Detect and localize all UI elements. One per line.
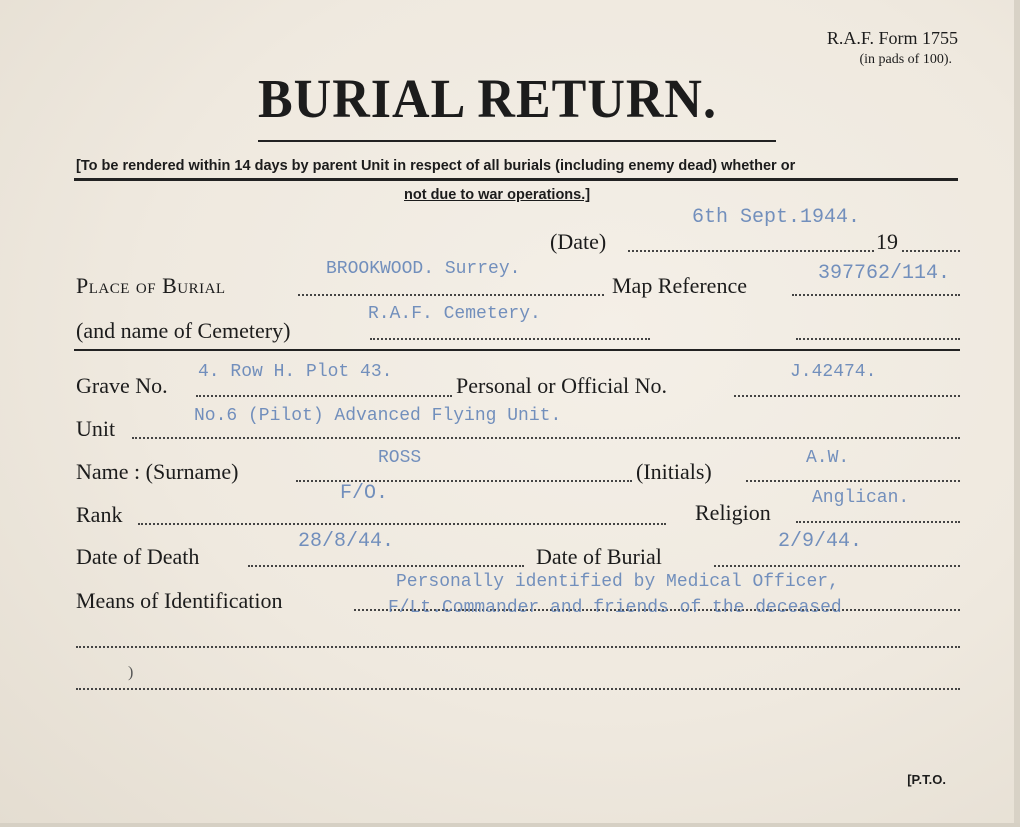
cemetery-entry: R.A.F. Cemetery. [368,304,541,324]
initials-label: (Initials) [636,459,712,484]
stray-mark: ) [128,664,134,681]
date-of-burial-entry: 2/9/44. [778,530,863,553]
unit-label: Unit [76,416,116,441]
grave-dotted-line [196,395,452,397]
date-of-burial-label: Date of Burial [536,544,662,569]
cemetery-extra-dotted-line [796,338,960,340]
rank-label: Rank [76,502,123,527]
date-of-death-entry: 28/8/44. [298,530,395,553]
title-underline [258,140,776,142]
cemetery-label: (and name of Cemetery) [76,318,291,343]
map-reference-entry: 397762/114. [818,262,951,285]
unit-dotted-line [132,437,960,439]
instruction-underline [74,178,958,181]
religion-dotted-line [796,521,960,523]
section-rule [74,349,960,351]
date-label: (Date) [550,229,607,254]
grave-no-label: Grave No. [76,373,168,398]
date-dotted-line [628,250,874,252]
year-prefix: 19 [876,229,898,254]
page-edge-right [1014,0,1020,827]
date-entry: 6th Sept.1944. [692,206,861,229]
personal-no-dotted-line [734,395,960,397]
identification-entry-line-1: Personally identified by Medical Officer, [396,572,839,592]
pto-note: [P.T.O. [907,772,946,787]
place-dotted-line [298,294,604,296]
page-edge-bottom [0,823,1020,827]
personal-no-label: Personal or Official No. [456,373,667,398]
identification-entry-line-2: F/Lt.Commander and friends of the deceased [388,598,842,618]
identification-label: Means of Identification [76,588,283,613]
initials-entry: A.W. [806,448,850,468]
date-of-death-label: Date of Death [76,544,200,569]
surname-entry: ROSS [378,448,422,468]
cemetery-dotted-line [370,338,650,340]
form-title: BURIAL RETURN. [258,69,717,130]
form-number: R.A.F. Form 1755 [826,28,958,48]
place-of-burial-entry: BROOKWOOD. Surrey. [326,259,521,279]
rank-entry: F/O. [340,482,389,505]
religion-label: Religion [695,500,771,525]
unit-entry: No.6 (Pilot) Advanced Flying Unit. [194,406,562,426]
map-reference-dotted-line [792,294,960,296]
place-of-burial-label: Place of Burial [76,273,226,298]
instruction-line-2: not due to war operations.] [404,187,591,203]
surname-label: Name : (Surname) [76,459,239,484]
rank-dotted-line [138,523,666,525]
initials-dotted-line [746,480,960,482]
burial-date-dotted-line [714,565,960,567]
personal-no-entry: J.42474. [790,362,877,382]
pads-note: (in pads of 100). [859,52,952,67]
blank-dotted-line-1 [76,646,960,648]
map-reference-label: Map Reference [612,273,747,298]
year-dotted-line [902,250,960,252]
instruction-line-1: [To be rendered within 14 days by parent Unit in respect of all burials (including enemy dead) whether or [76,158,796,174]
death-dotted-line [248,565,524,567]
grave-no-entry: 4. Row H. Plot 43. [198,362,393,382]
blank-dotted-line-2 [76,688,960,690]
religion-entry: Anglican. [812,488,910,508]
